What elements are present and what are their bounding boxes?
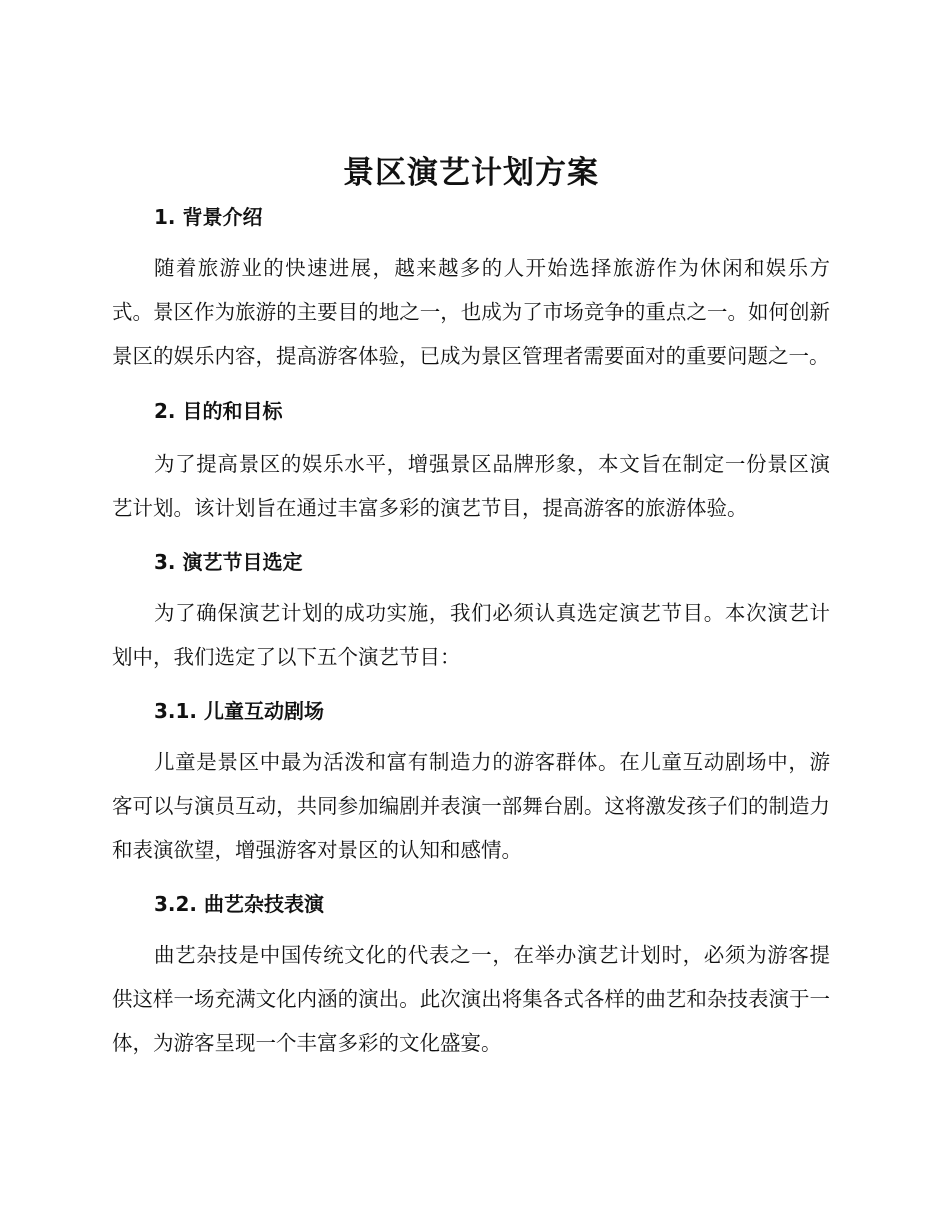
section-heading-background: 1. 背景介绍 [154, 205, 263, 229]
section-paragraph-background: 随着旅游业的快速进展，越来越多的人开始选择旅游作为休闲和娱乐方式。景区作为旅游的主要目的地之一，也成为了市场竞争的重点之一。如何创新景区的娱乐内容，提高游客体验，已成为景区管理者需要面对的重要问题之一。 [112, 256, 830, 368]
section-heading-acrobatics: 3.2. 曲艺杂技表演 [154, 892, 324, 916]
section-paragraph-program-selection: 为了确保演艺计划的成功实施，我们必须认真选定演艺节目。本次演艺计划中，我们选定了以下五个演艺节目： [112, 601, 830, 669]
section-heading-program-selection: 3. 演艺节目选定 [154, 550, 303, 574]
section-paragraph-acrobatics: 曲艺杂技是中国传统文化的代表之一，在举办演艺计划时，必须为游客提供这样一场充满文化内涵的演出。此次演出将集各式各样的曲艺和杂技表演于一体，为游客呈现一个丰富多彩的文化盛宴。 [112, 943, 830, 1055]
section-paragraph-children-theater: 儿童是景区中最为活泼和富有制造力的游客群体。在儿童互动剧场中，游客可以与演员互动，共同参加编剧并表演一部舞台剧。这将激发孩子们的制造力和表演欲望，增强游客对景区的认知和感情。 [112, 750, 830, 862]
section-heading-purpose: 2. 目的和目标 [154, 399, 283, 423]
section-paragraph-purpose: 为了提高景区的娱乐水平，增强景区品牌形象，本文旨在制定一份景区演艺计划。该计划旨在通过丰富多彩的演艺节目，提高游客的旅游体验。 [112, 452, 830, 520]
section-heading-children-theater: 3.1. 儿童互动剧场 [154, 699, 324, 723]
document-title: 景区演艺计划方案 [343, 155, 599, 191]
document-page [112, 150, 830, 1065]
